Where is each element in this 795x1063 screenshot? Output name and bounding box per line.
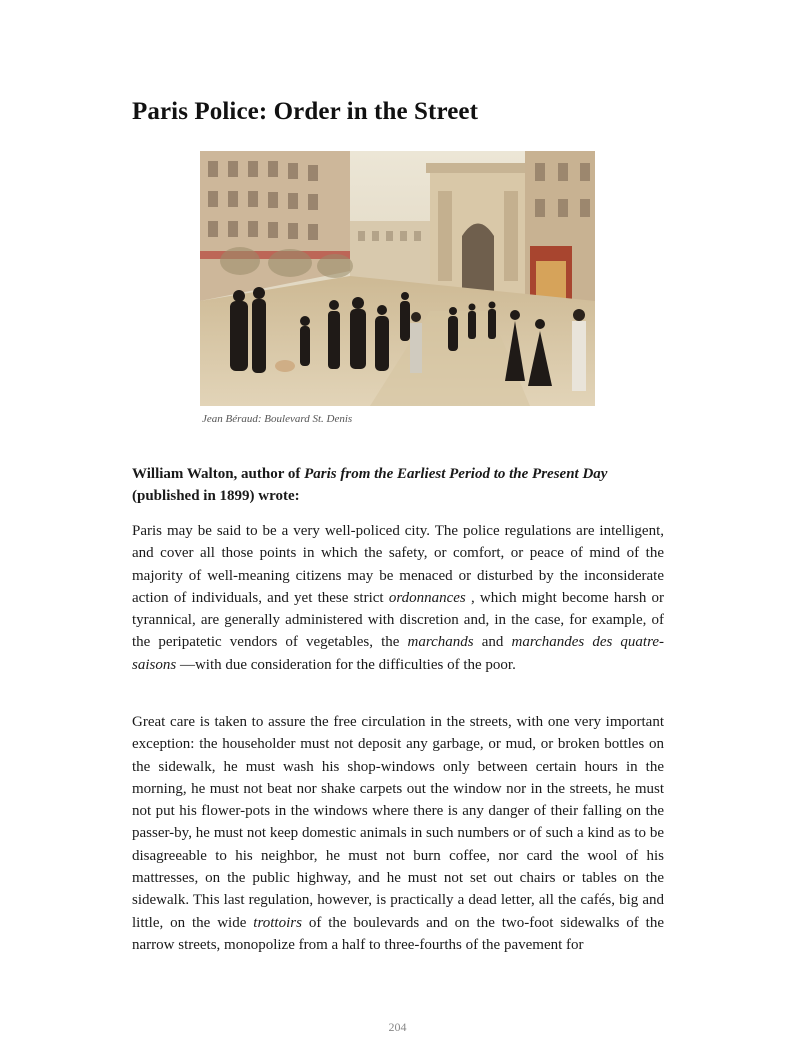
published-text: (published in 1899) wrote: xyxy=(132,488,300,504)
term-trottoirs: trottoirs xyxy=(253,914,302,931)
p1-text-e: and xyxy=(481,634,504,651)
figure-caption: Jean Béraud: Boulevard St. Denis xyxy=(202,413,353,425)
page-title: Paris Police: Order in the Street xyxy=(132,98,479,125)
quote-paragraph-1 xyxy=(132,520,664,676)
p2-text-c: of the boulevards and on the two-foot sidewalks of the narrow streets, monopolize from a half to three-fourths of the pavement for xyxy=(132,914,665,953)
term-marchands: marchands xyxy=(407,634,474,651)
source-attribution xyxy=(132,463,664,507)
term-ordonnances: ordonnances xyxy=(388,589,466,606)
p2-text-a: Great care is taken to assure the free circulation in the streets, with one very important exception: the householder must not deposit any garbage, or mud, or broken bottles on the sidewalk, he must wash his shop-windows only between certain hours in the morning, he must not beat nor shake carpets out the window nor in the streets, he must not put his flower-pots in the windows where there is any danger of their falling on the passer-by, he must not keep domestic animals in such numbers or of such a kind as to be disagreeable to his neighbor, he must not burn coffee, nor card the wool of his mattresses, on the public highway, and he must not set out chairs or tables on the sidewalk. This last regulation, however, is practically a dead letter, all the cafés, big and little, on the wide xyxy=(132,714,664,931)
p1-text-c: , which might become harsh or tyrannical, are generally administered with discretion and, in the case, for example, of the peripatetic vendors of vegetables, the xyxy=(132,589,665,651)
book-title: Paris from the Earliest Period to the Present Day xyxy=(304,466,608,482)
page-number: 204 xyxy=(388,1020,407,1034)
p1-text-a: Paris may be said to be a very well-policed city. The police regulations are intelligent, and cover all those points in which the safety, or comfort, or peace of mind of the majority of well-meaning citizens may be menaced or disturbed by the inconsiderate action of individuals, and yet these strict xyxy=(132,523,664,606)
quote-paragraph-2 xyxy=(132,711,664,956)
author-text: William Walton, author of xyxy=(132,466,301,482)
p1-text-g: —with due consideration for the difficulties of the poor. xyxy=(179,656,516,673)
painting-image xyxy=(200,151,595,406)
term-marchandes: marchandes des quatre-saisons xyxy=(132,634,665,673)
